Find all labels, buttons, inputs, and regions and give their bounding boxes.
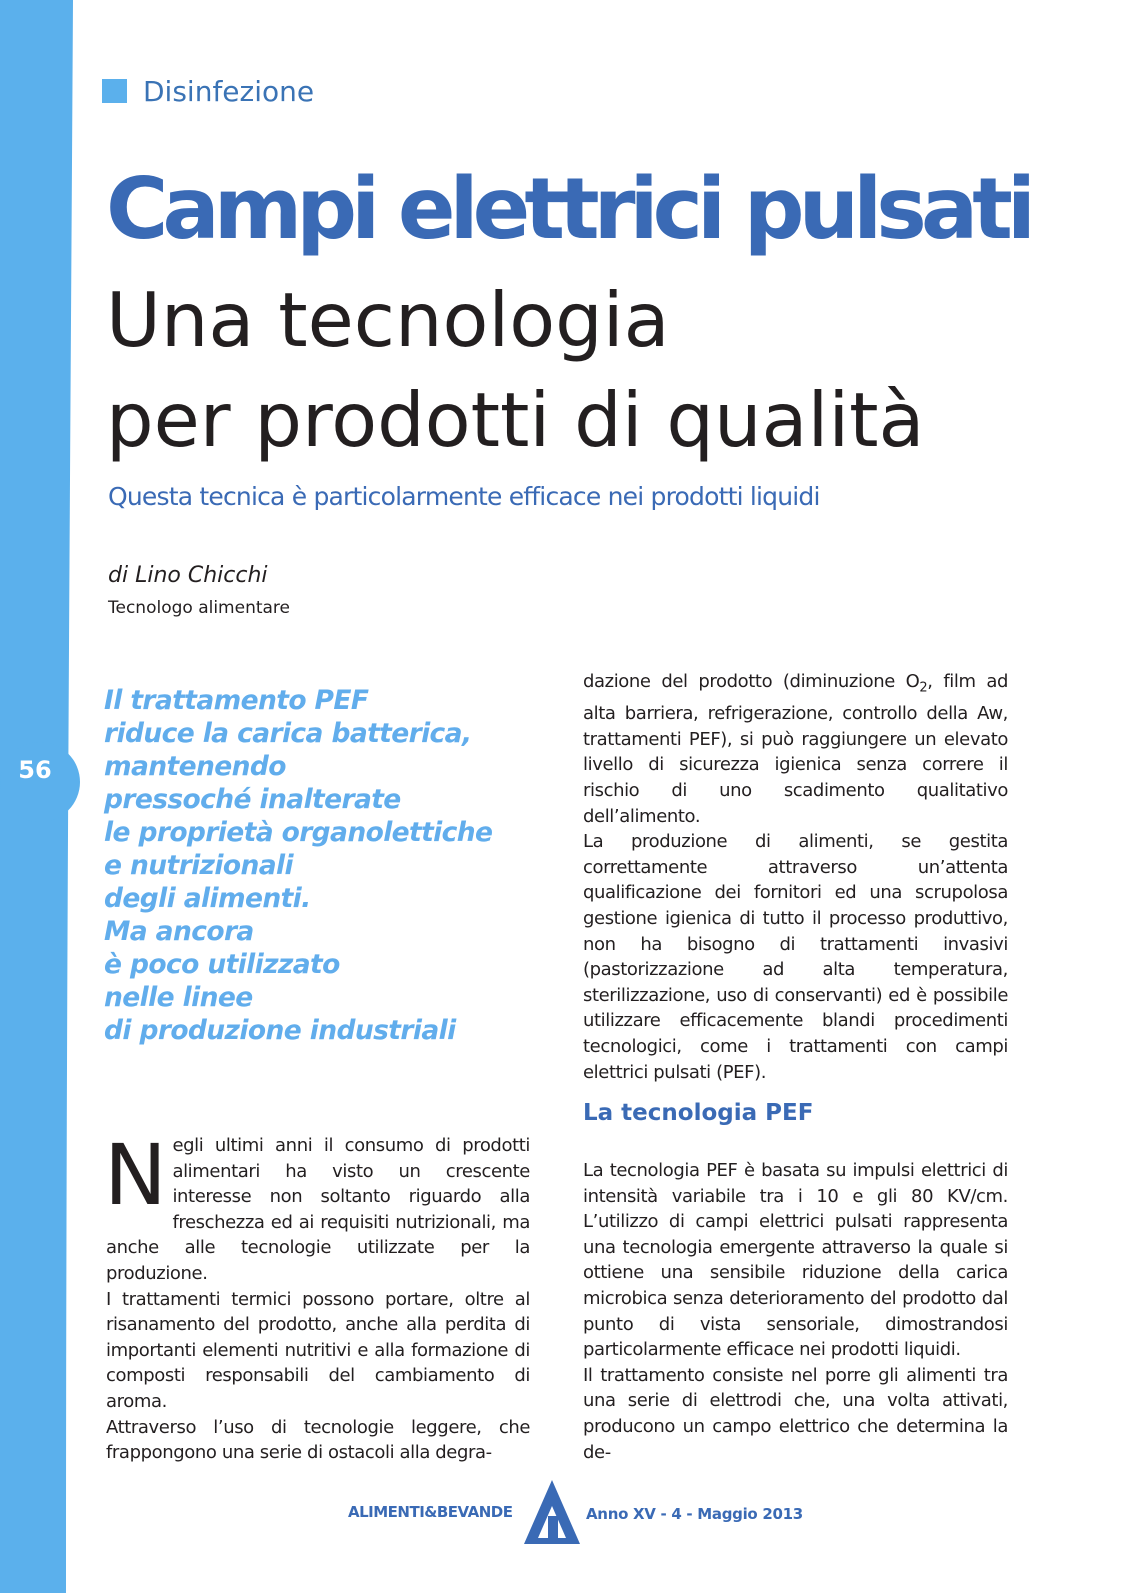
right-column-lower bbox=[583, 1158, 1008, 1465]
right-column-upper bbox=[583, 669, 1008, 1085]
title-sub-line: per prodotti di qualità bbox=[106, 376, 925, 464]
author-role: Tecnologo alimentare bbox=[108, 598, 291, 618]
pull-quote-line: le proprietà organolettiche bbox=[104, 817, 493, 848]
pull-quote-line: riduce la carica batterica, bbox=[104, 718, 472, 749]
paragraph: La produzione di alimenti, se gestita correttamente attraverso un’attenta qualificazione dei fornitori ed una scrupolosa gestione igienica di tutto il processo produttivo, non ha bisogno di trattamenti invasivi (pastorizzazione ad alta temperatura, sterilizzazione, uso di conservanti) ed è possibile utilizzare efficacemente blandi procedimenti tecnologici, come i trattamenti con campi elettrici pulsati (PEF). bbox=[583, 831, 1008, 1083]
paragraph bbox=[104, 1126, 530, 1287]
pull-quote-line: mantenendo bbox=[104, 751, 286, 782]
footer bbox=[348, 1478, 818, 1548]
section-square-icon bbox=[102, 79, 127, 103]
paragraph-text: dazione del prodotto (diminuzione O bbox=[583, 671, 920, 692]
paragraph bbox=[583, 669, 1008, 829]
pull-quote-line: Ma ancora bbox=[104, 916, 254, 947]
article-title: Campi elettrici pulsati bbox=[106, 160, 1030, 259]
subscript: 2 bbox=[919, 680, 928, 696]
page-number: 56 bbox=[18, 756, 52, 784]
pull-quote bbox=[104, 684, 544, 1047]
paragraph: Il trattamento consiste nel porre gli alimenti tra una serie di elettrodi che, una volta attivati, producono un campo elettrico che determina la de- bbox=[583, 1364, 1008, 1463]
pull-quote-line: è poco utilizzato bbox=[104, 949, 340, 980]
article-deck: Questa tecnica è particolarmente efficace nei prodotti liquidi bbox=[108, 482, 820, 511]
article-subtitle-heading bbox=[106, 270, 1066, 470]
publication-logo-icon bbox=[522, 1478, 582, 1548]
pull-quote-line: pressoché inalterate bbox=[104, 784, 401, 815]
paragraph-text: , film ad alta barriera, refrigerazione, controllo della Aw, trattamenti PEF), si può raggiungere un elevato livello di sicurezza igienica senza correre il rischio di uno scadimento qualitativo dell’alimento. bbox=[583, 671, 1008, 827]
paragraph: Attraverso l’uso di tecnologie leggere, che frappongono una serie di ostacoli alla degra- bbox=[106, 1416, 530, 1464]
section-label: Disinfezione bbox=[143, 74, 315, 108]
paragraph-text: egli ultimi anni il consumo di prodotti alimentari ha visto un crescente interesse non soltanto riguardo alla freschezza ed ai requisiti nutrizionali, ma anche alle tecnologie utilizzate per la produzione. bbox=[106, 1135, 530, 1284]
side-band bbox=[0, 0, 90, 1593]
author-name: di Lino Chicchi bbox=[108, 563, 268, 588]
left-column bbox=[104, 1126, 530, 1466]
title-sub-line: Una tecnologia bbox=[106, 276, 670, 364]
publication-name: ALIMENTI&BEVANDE bbox=[348, 1503, 513, 1521]
drop-cap: N bbox=[104, 1126, 167, 1224]
pull-quote-line: Il trattamento PEF bbox=[104, 685, 369, 716]
section-heading: La tecnologia PEF bbox=[583, 1100, 814, 1126]
pull-quote-line: degli alimenti. bbox=[104, 883, 311, 914]
issue-info: Anno XV - 4 - Maggio 2013 bbox=[586, 1505, 803, 1523]
section-tag bbox=[102, 75, 314, 107]
pull-quote-line: e nutrizionali bbox=[104, 850, 293, 881]
pull-quote-line: di produzione industriali bbox=[104, 1015, 456, 1046]
paragraph: I trattamenti termici possono portare, oltre al risanamento del prodotto, anche alla perdita di importanti elementi nutritivi e alla formazione di composti responsabili del cambiamento di aroma. bbox=[106, 1288, 530, 1412]
pull-quote-line: nelle linee bbox=[104, 982, 253, 1013]
paragraph: La tecnologia PEF è basata su impulsi elettrici di intensità variabile tra i 10 e gli 80 KV/cm. L’utilizzo di campi elettrici pulsati rappresenta una tecnologia emergente attraverso la quale si ottiene una sensibile riduzione della carica microbica senza deterioramento del prodotto dal punto di vista sensoriale, dimostrandosi particolarmente efficace nei prodotti liquidi. bbox=[583, 1160, 1008, 1361]
